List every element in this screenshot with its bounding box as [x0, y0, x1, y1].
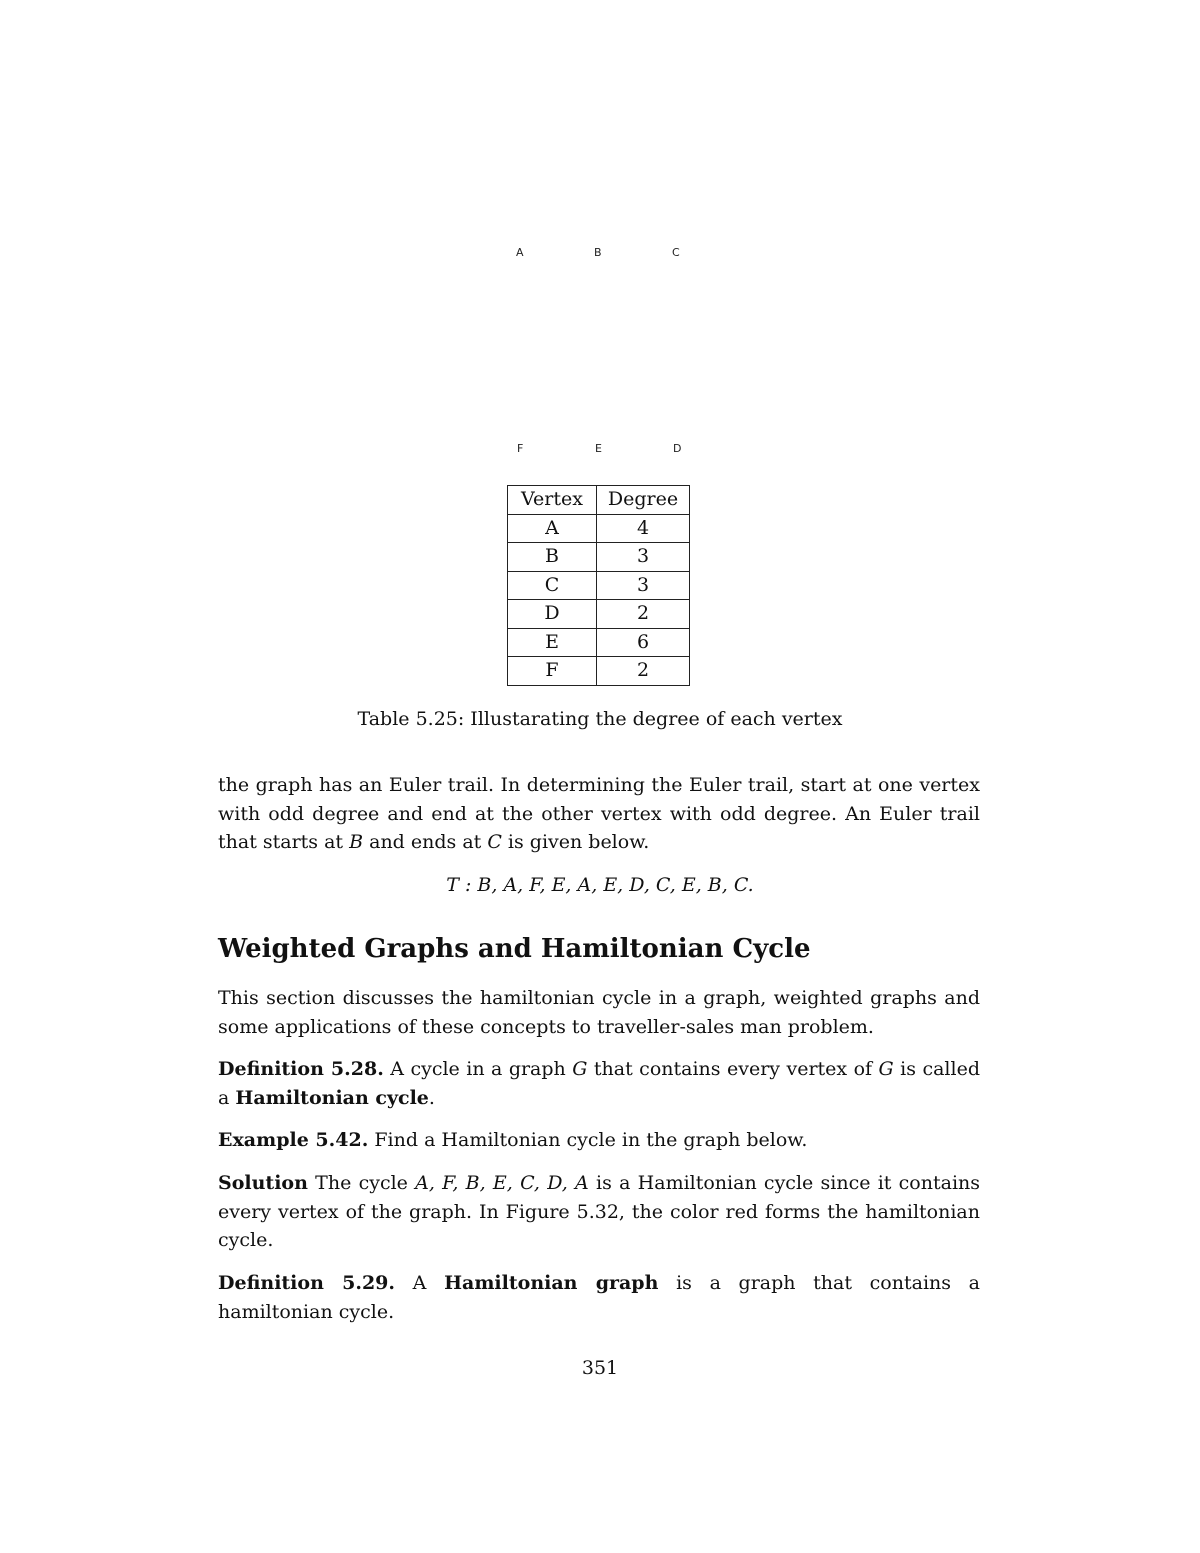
paragraph-text: is a graph that contains a hamiltonian cycle. [218, 1272, 980, 1323]
math-vertex: C [487, 831, 502, 853]
table-header-degree: Degree [597, 486, 690, 515]
math-symbol: G [572, 1058, 588, 1080]
paragraph-text: Find a Hamiltonian cycle in the graph below. [368, 1129, 808, 1151]
definition-5-28 [218, 1055, 980, 1112]
vertex-label-a: A [516, 246, 524, 259]
table-row [508, 657, 690, 686]
page-number: 351 [581, 1357, 619, 1379]
paragraph-text: that contains every vertex of [587, 1058, 879, 1080]
example-5-42 [218, 1126, 980, 1155]
table-cell: 2 [597, 600, 690, 629]
table-cell: 4 [597, 514, 690, 543]
table-cell: 3 [597, 571, 690, 600]
vertex-label-c: C [672, 246, 680, 259]
definition-5-29 [218, 1269, 980, 1326]
vertex-label-b: B [594, 246, 602, 259]
vertex-label-d: D [673, 442, 682, 455]
example-label: Example 5.42. [218, 1129, 369, 1151]
table-cell: C [508, 571, 597, 600]
defined-term: Hamiltonian graph [444, 1272, 659, 1294]
math-cycle: A, F, B, E, C, D, A [415, 1172, 589, 1194]
paragraph-text: . [428, 1086, 435, 1109]
degree-table [507, 485, 690, 686]
table-header-row [508, 486, 690, 515]
paragraph-text: A cycle in a graph [383, 1058, 573, 1080]
table-row [508, 571, 690, 600]
paragraph-text: A [395, 1272, 445, 1294]
math-symbol: G [878, 1058, 894, 1080]
table-cell: B [508, 543, 597, 572]
section-heading: Weighted Graphs and Hamiltonian Cycle [218, 934, 811, 964]
table-cell: E [508, 628, 597, 657]
paragraph-text: The cycle [307, 1172, 416, 1194]
table-cell: 6 [597, 628, 690, 657]
definition-label: Definition 5.29. [218, 1272, 396, 1294]
euler-trail-equation: T : B, A, F, E, A, E, D, C, E, B, C. [446, 874, 754, 896]
paragraph-text: is called a [218, 1058, 980, 1109]
table-row [508, 543, 690, 572]
vertex-label-f: F [517, 442, 524, 455]
solution-label: Solution [218, 1172, 308, 1194]
vertex-label-e: E [595, 442, 602, 455]
table-row [508, 600, 690, 629]
table-header-vertex: Vertex [508, 486, 597, 515]
solution-paragraph [218, 1169, 980, 1255]
paragraph-text: the graph has an Euler trail. In determining the Euler trail, start at one vertex with odd degree and end at the other vertex with odd degree. An Euler trail that starts at [218, 774, 980, 853]
paragraph-text: is a Hamiltonian cycle since it contains every vertex of the graph. In Figure 5.32, the color red forms the hamiltonian cycle. [218, 1172, 981, 1251]
table-cell: 2 [597, 657, 690, 686]
paragraph-text: and ends at [363, 831, 488, 853]
euler-trail-paragraph [218, 771, 980, 857]
math-vertex: B [349, 831, 364, 853]
section-intro: This section discusses the hamiltonian cycle in a graph, weighted graphs and some applications of these concepts to traveller-sales man problem. [218, 987, 980, 1038]
table-row [508, 514, 690, 543]
paragraph-text: is given below. [501, 831, 650, 853]
table-cell: 3 [597, 543, 690, 572]
table-cell: D [508, 600, 597, 629]
table-cell: F [508, 657, 597, 686]
definition-label: Definition 5.28. [218, 1058, 384, 1080]
table-caption: Table 5.25: Illustarating the degree of each vertex [357, 708, 843, 730]
table-row [508, 628, 690, 657]
defined-term: Hamiltonian cycle [235, 1086, 429, 1109]
table-cell: A [508, 514, 597, 543]
